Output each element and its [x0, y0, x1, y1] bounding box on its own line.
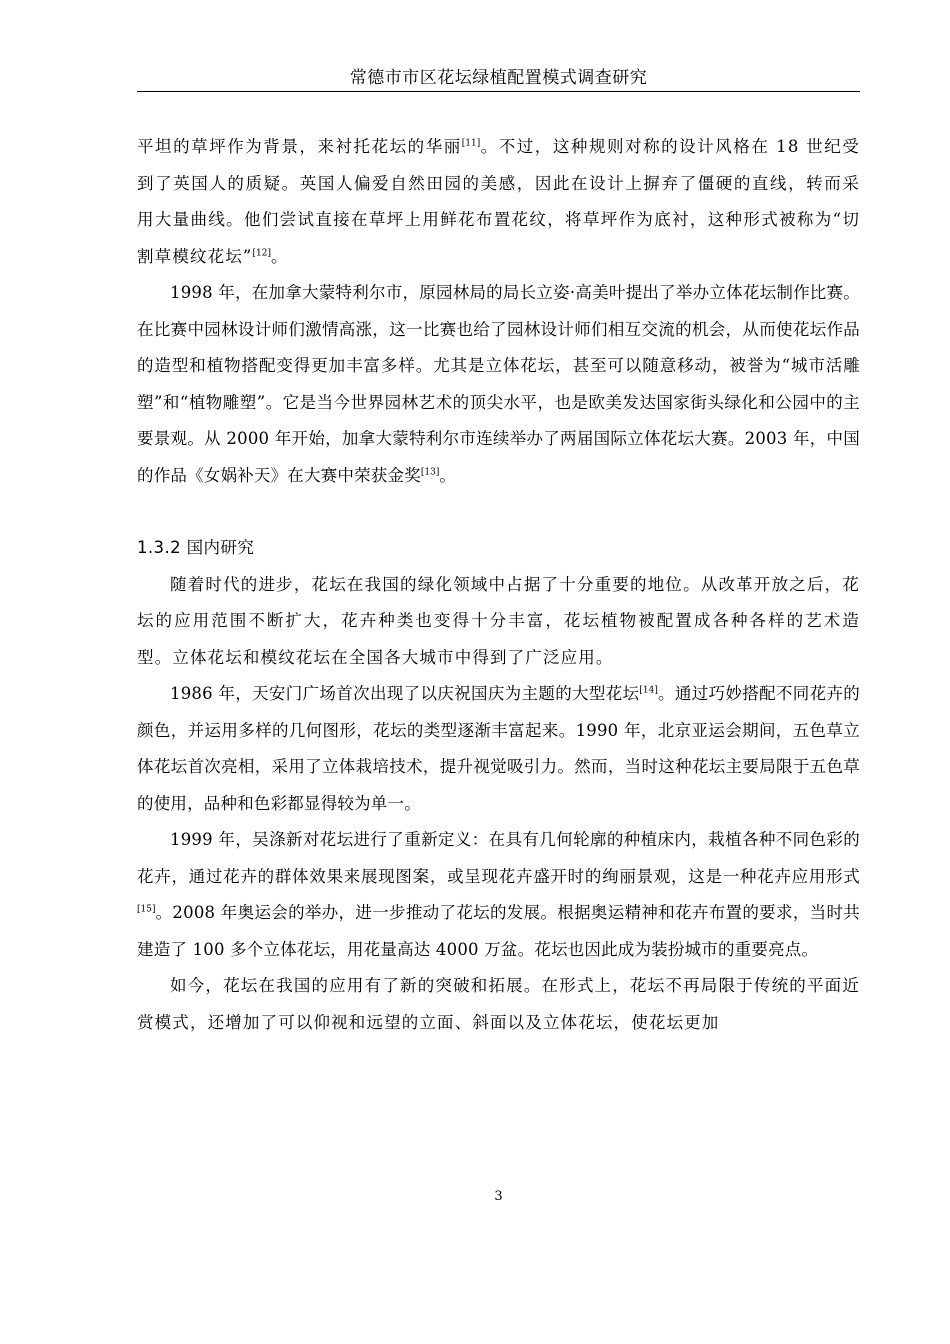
paragraph-text: 如今，花坛在我国的应用有了新的突破和拓展。在形式上，花坛不再局限于传统的平面近赏模式，还增加了可以仰视和远望的立面、斜面以及立体花坛，使花坛更加 [137, 976, 860, 1032]
body-paragraph [137, 275, 860, 494]
paragraph-text: 随着时代的进步，花坛在我国的绿化领域中占据了十分重要的地位。从改革开放之后，花坛的应用范围不断扩大，花卉种类也变得十分丰富，花坛植物被配置成各种各样的艺术造型。立体花坛和模纹花坛在全国各大城市中得到了广泛应用。 [137, 574, 860, 667]
body-paragraph [137, 968, 860, 1041]
citation-marker: [13] [420, 467, 440, 477]
running-header-title: 常德市市区花坛绿植配置模式调查研究 [349, 68, 648, 88]
paragraph-text: 。2008 年奥运会的举办，进一步推动了花坛的发展。根据奥运精神和花卉布置的要求，当时共建造了 100 多个立体花坛，用花量高达 4000 万盆。花坛也因此成为装扮城市的重要亮点。 [137, 903, 860, 959]
document-body [137, 129, 860, 1041]
citation-marker: [14] [639, 685, 658, 696]
citation-marker: [12] [252, 248, 271, 258]
paragraph-text: 1998 年，在加拿大蒙特利尔市，原园林局的局长立姿·高美叶提出了举办立体花坛制作比赛。在比赛中园林设计师们激情高涨，这一比赛也给了园林设计师们相互交流的机会，从而使花坛作品的造型和植物搭配变得更加丰富多样。尤其是立体花坛，甚至可以随意移动，被誉为“城市活雕塑”和“植物雕塑”。它是当今世界园林艺术的顶尖水平，也是欧美发达国家街头绿化和公园中的主要景观。从 2000 年开始，加拿大蒙特利尔市连续举办了两届国际立体花坛大赛。2003 年，中国的作品《女娲补天》在大赛中荣获金奖 [137, 283, 860, 485]
body-paragraph [137, 567, 860, 677]
body-paragraph [137, 822, 860, 968]
paragraph-text: 1999 年，吴涤新对花坛进行了重新定义：在具有几何轮廓的种植床内，栽植各种不同色彩的花卉，通过花卉的群体效果来展现图案，或呈现花卉盛开时的绚丽景观，这是一种花卉应用形式 [137, 830, 860, 886]
citation-marker: [11] [461, 138, 481, 149]
body-paragraph [137, 676, 860, 822]
paragraph-text: 。不过，这种规则对称的设计风格在 18 世纪受到了英国人的质疑。英国人偏爱自然田园的美感，因此在设计上摒弃了僵硬的直线，转而采用大量曲线。他们尝试直接在草坪上用鲜花布置花纹，将草坪作为底衬，这种形式被称为“切割草模纹花坛” [137, 137, 860, 266]
citation-marker: [15] [137, 904, 156, 915]
header-rule [137, 91, 860, 92]
paragraph-text: 平坦的草坪作为背景，来衬托花坛的华丽 [137, 137, 462, 156]
section-heading: 1.3.2 国内研究 [137, 538, 255, 557]
paragraph-text: 。 [270, 246, 289, 266]
body-paragraph [137, 129, 860, 275]
paragraph-text: 1986 年，天安门广场首次出现了以庆祝国庆为主题的大型花坛 [170, 684, 640, 703]
paragraph-text: 。 [439, 465, 457, 485]
page-number: 3 [494, 1189, 503, 1204]
paragraph-text: 。通过巧妙搭配不同花卉的颜色，并运用多样的几何图形，花坛的类型逐渐丰富起来。1990 年，北京亚运会期间，五色草立体花坛首次亮相，采用了立体栽培技术，提升视觉吸引力。然而，当时这种花坛主要局限于五色草的使用，品种和色彩都显得较为单一。 [137, 684, 860, 813]
